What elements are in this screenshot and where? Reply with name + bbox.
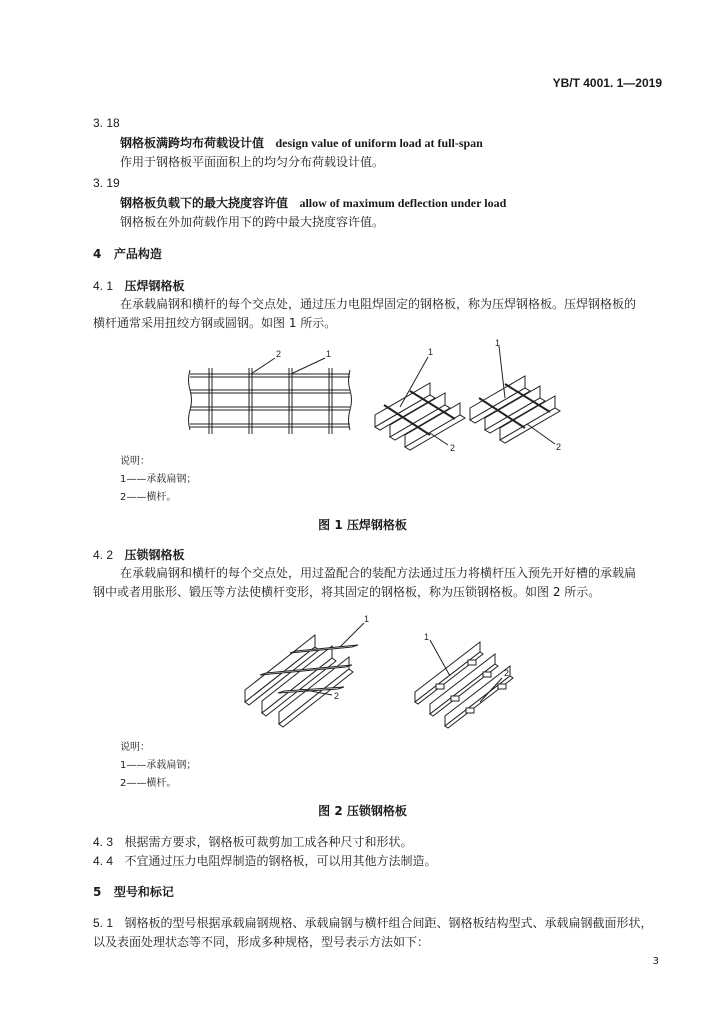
clause-4-2-title: 压锁钢格板 xyxy=(124,548,185,562)
figure-1-mid-label-2: 2 xyxy=(450,443,456,453)
section-4-title: 产品构造 xyxy=(113,247,162,261)
figure-1-right-label-2: 2 xyxy=(556,442,562,452)
figure-1-caption: 图 1 压焊钢格板 xyxy=(318,518,407,532)
clause-number-3-18: 3. 18 xyxy=(93,116,120,130)
clause-4-3 xyxy=(93,833,412,850)
figure-1-legend-item-1: 1——承载扁钢； xyxy=(120,474,197,485)
figure-2-legend-item-2: 2——横杆。 xyxy=(120,778,177,789)
figure-1-perspective-a xyxy=(370,345,480,455)
term-3-19-en: allow of maximum deflection under load xyxy=(299,196,507,210)
figure-2-right-label-2: 2 xyxy=(504,668,510,678)
figure-2-left-label-2: 2 xyxy=(334,691,340,701)
clause-4-2-para-line2: 钢中或者用胀形、锻压等方法使横杆变形，将其固定的钢格板，称为压锁钢格板。如图 2 所示。 xyxy=(93,585,601,599)
clause-4-2-heading xyxy=(93,546,184,563)
section-5-heading xyxy=(93,883,174,900)
figure-1-legend-title: 说明： xyxy=(120,456,150,467)
figure-1-legend-item-2: 2——横杆。 xyxy=(120,492,177,503)
figure-1-top-view xyxy=(185,350,355,450)
term-3-19 xyxy=(120,194,506,211)
clause-4-2-number: 4. 2 xyxy=(93,548,114,562)
section-5-title: 型号和标记 xyxy=(113,885,174,899)
section-4-number: 4 xyxy=(93,247,102,261)
clause-4-1-para-line1: 在承载扁钢和横杆的每个交点处，通过压力电阻焊固定的钢格板，称为压焊钢格板。压焊钢格板的 xyxy=(120,297,637,311)
figure-2-legend-item-1: 1——承载扁钢； xyxy=(120,760,197,771)
page-number: 3 xyxy=(652,956,659,967)
figure-2-caption: 图 2 压锁钢格板 xyxy=(318,804,407,818)
clause-5-1-line1 xyxy=(93,914,652,931)
figure-1-perspective-b xyxy=(465,340,575,455)
clause-number-3-19: 3. 19 xyxy=(93,176,120,190)
clause-4-4-number: 4. 4 xyxy=(93,854,114,868)
clause-5-1-para-line1: 钢格板的型号根据承载扁钢规格、承载扁钢与横杆组合间距、钢格板结构型式、承载扁钢截面形状， xyxy=(124,916,653,930)
figure-2-right-view xyxy=(410,620,530,730)
figure-1-mid-label-1: 1 xyxy=(428,347,434,357)
clause-4-3-text: 根据需方要求，钢格板可裁剪加工成各种尺寸和形状。 xyxy=(124,835,413,849)
clause-4-3-number: 4. 3 xyxy=(93,835,114,849)
figure-1-right-label-1: 1 xyxy=(495,338,501,348)
term-3-19-zh: 钢格板负载下的最大挠度容许值 xyxy=(120,196,289,210)
figure-2-left-label-1: 1 xyxy=(364,614,370,624)
term-3-18-zh: 钢格板满跨均布荷载设计值 xyxy=(120,136,265,150)
clause-4-1-para-line2: 横杆通常采用扭绞方钢或圆钢。如图 1 所示。 xyxy=(93,316,337,330)
definition-3-18: 作用于钢格板平面面积上的均匀分布荷载设计值。 xyxy=(120,155,385,169)
figure-2-left-view xyxy=(240,615,375,730)
figure-1-top-label-1: 1 xyxy=(326,349,332,359)
clause-4-1-number: 4. 1 xyxy=(93,279,114,293)
figure-2-legend-title: 说明： xyxy=(120,742,150,753)
clause-4-4-text: 不宜通过压力电阻焊制造的钢格板，可以用其他方法制造。 xyxy=(124,854,437,868)
clause-4-4 xyxy=(93,852,436,869)
clause-5-1-number: 5. 1 xyxy=(93,916,114,930)
section-5-number: 5 xyxy=(93,885,102,899)
standard-number: YB/T 4001. 1—2019 xyxy=(552,76,662,90)
clause-5-1-para-line2: 以及表面处理状态等不同，形成多种规格，型号表示方法如下： xyxy=(93,935,430,949)
clause-4-2-para-line1: 在承载扁钢和横杆的每个交点处，用过盈配合的装配方法通过压力将横杆压入预先开好槽的承载扁 xyxy=(120,566,637,580)
figure-2-right-label-1: 1 xyxy=(424,632,430,642)
section-4-heading xyxy=(93,245,162,262)
figure-1-top-label-2: 2 xyxy=(276,349,282,359)
clause-4-1-heading xyxy=(93,277,184,294)
term-3-18 xyxy=(120,134,483,151)
definition-3-19: 钢格板在外加荷载作用下的跨中最大挠度容许值。 xyxy=(120,215,385,229)
term-3-18-en: design value of uniform load at full-span xyxy=(275,136,483,150)
clause-4-1-title: 压焊钢格板 xyxy=(124,279,185,293)
